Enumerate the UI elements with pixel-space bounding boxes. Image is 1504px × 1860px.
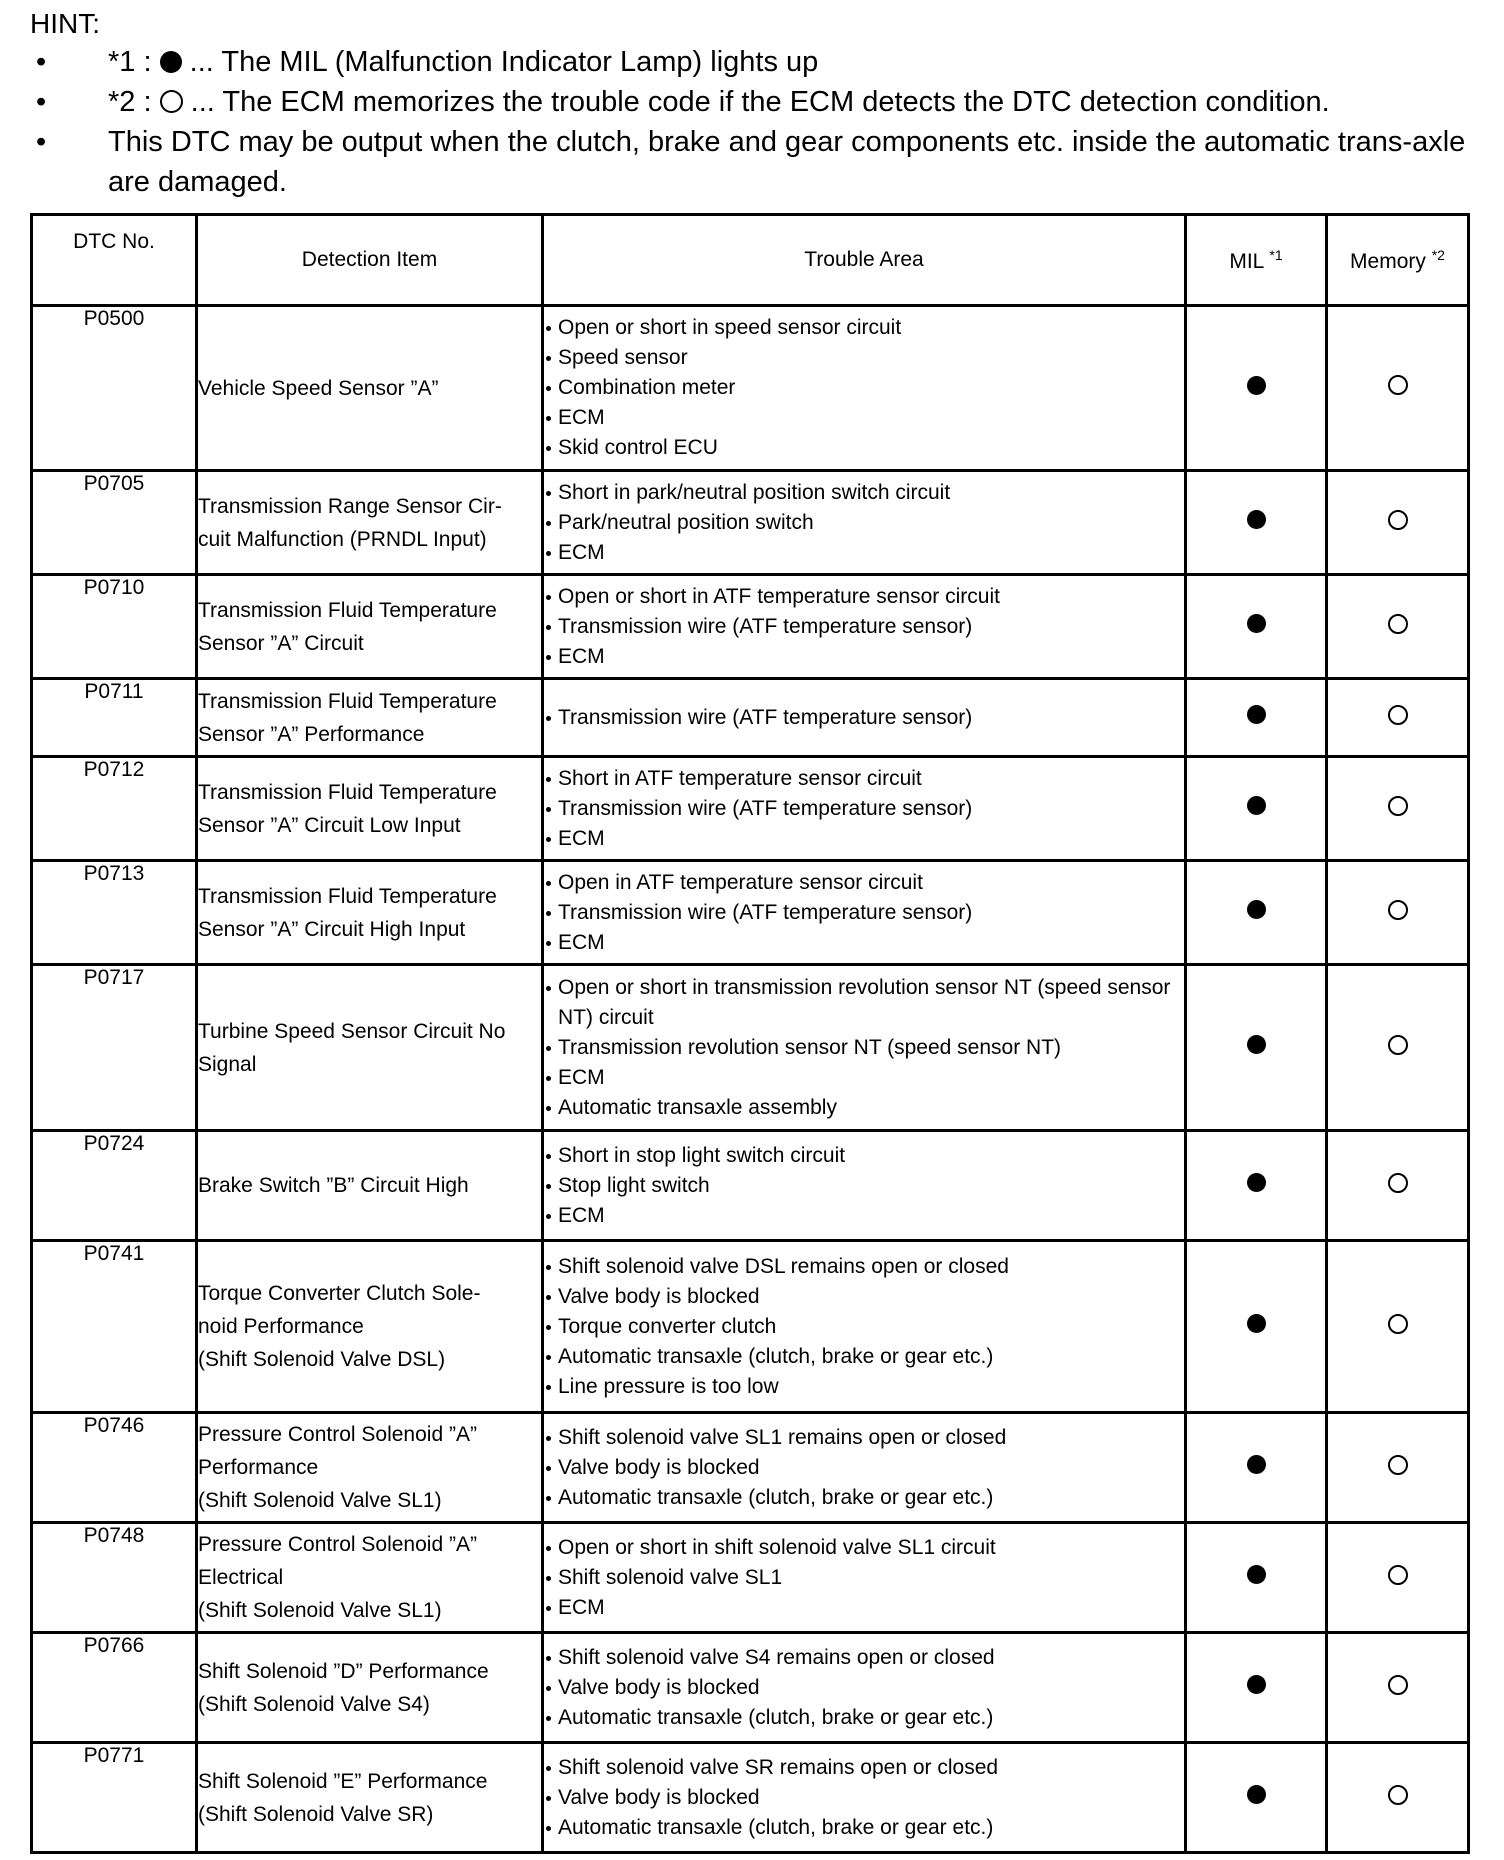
dtc-code: P0766	[32, 1633, 197, 1743]
detection-item-line: Signal	[198, 1052, 257, 1076]
table-row	[32, 1743, 1469, 1853]
filled-circle-icon	[1247, 900, 1266, 919]
detection-item-line: Sensor ”A” Circuit High Input	[198, 917, 466, 941]
memory-cell	[1327, 1743, 1469, 1853]
mil-cell	[1186, 1743, 1327, 1853]
trouble-area-item: Automatic transaxle (clutch, brake or gear etc.)	[544, 1813, 1184, 1843]
open-circle-icon	[1388, 510, 1408, 530]
trouble-area-item: Automatic transaxle (clutch, brake or gear etc.)	[544, 1342, 1184, 1372]
detection-item-line: (Shift Solenoid Valve S4)	[198, 1692, 430, 1716]
memory-cell	[1327, 757, 1469, 861]
detection-item	[197, 861, 543, 965]
trouble-area-item: ECM	[544, 824, 1184, 854]
detection-item-line: Sensor ”A” Circuit Low Input	[198, 813, 461, 837]
open-circle-icon	[1388, 1565, 1408, 1585]
memory-cell	[1327, 861, 1469, 965]
detection-item-line: Shift Solenoid ”E” Performance	[198, 1769, 488, 1793]
detection-item-line: (Shift Solenoid Valve SL1)	[198, 1489, 442, 1512]
filled-circle-icon	[1247, 1455, 1266, 1474]
mil-cell	[1186, 1413, 1327, 1523]
dtc-code: P0710	[32, 575, 197, 679]
detection-item-line: Transmission Range Sensor Cir-	[198, 494, 502, 518]
hint-marker: *2 :	[108, 86, 152, 118]
detection-item-line: Electrical	[198, 1566, 284, 1589]
mil-cell	[1186, 679, 1327, 757]
trouble-area-item: Speed sensor	[544, 343, 1184, 373]
dtc-code: P0771	[32, 1743, 197, 1853]
memory-cell	[1327, 1131, 1469, 1241]
mil-cell	[1186, 306, 1327, 471]
detection-item	[197, 1413, 543, 1523]
table-row	[32, 679, 1469, 757]
hint-section	[30, 6, 1480, 202]
memory-cell	[1327, 1241, 1469, 1413]
trouble-area-item: ECM	[544, 1063, 1184, 1093]
trouble-area-item: Open or short in ATF temperature sensor circuit	[544, 582, 1184, 612]
trouble-area-item: Combination meter	[544, 373, 1184, 403]
header-memory: Memory $^{*2}$	[1327, 215, 1469, 306]
hint-text: ... The ECM memorizes the trouble code if the ECM detects the DTC detection condition.	[190, 86, 1330, 118]
table-row	[32, 1633, 1469, 1743]
detection-item-line: Vehicle Speed Sensor ”A”	[198, 376, 439, 400]
trouble-area-item: Short in stop light switch circuit	[544, 1141, 1184, 1171]
bullet-icon: •	[36, 86, 47, 118]
trouble-area-item: ECM	[544, 642, 1184, 672]
memory-cell	[1327, 1633, 1469, 1743]
dtc-code: P0741	[32, 1241, 197, 1413]
trouble-area	[543, 306, 1186, 471]
memory-cell	[1327, 679, 1469, 757]
detection-item	[197, 1523, 543, 1633]
filled-circle-icon	[1247, 1314, 1266, 1333]
hint-text: This DTC may be output when the clutch, brake and gear components etc. inside the automatic trans-axle are damaged.	[108, 126, 1466, 198]
dtc-code: P0748	[32, 1523, 197, 1633]
memory-cell	[1327, 965, 1469, 1131]
filled-circle-icon	[1247, 1173, 1266, 1192]
filled-circle-icon	[1247, 614, 1266, 633]
dtc-code: P0712	[32, 757, 197, 861]
detection-item-line: Brake Switch ”B” Circuit High	[198, 1174, 469, 1197]
detection-item	[197, 679, 543, 757]
memory-cell	[1327, 471, 1469, 575]
dtc-code: P0713	[32, 861, 197, 965]
open-circle-icon	[1388, 705, 1408, 725]
mil-cell	[1186, 1131, 1327, 1241]
trouble-area	[543, 1523, 1186, 1633]
trouble-area-item: Stop light switch	[544, 1171, 1184, 1201]
trouble-area	[543, 757, 1186, 861]
hint-bullet-mil	[30, 42, 1480, 82]
dtc-code: P0746	[32, 1413, 197, 1523]
table-row	[32, 861, 1469, 965]
trouble-area-item: Short in ATF temperature sensor circuit	[544, 764, 1184, 794]
detection-item-line: cuit Malfunction (PRNDL Input)	[198, 527, 487, 551]
trouble-area-item: Shift solenoid valve SL1 remains open or closed	[544, 1423, 1184, 1453]
memory-cell	[1327, 306, 1469, 471]
trouble-area	[543, 1633, 1186, 1743]
trouble-area-item: Shift solenoid valve SR remains open or closed	[544, 1753, 1184, 1783]
detection-item-line: Pressure Control Solenoid ”A”	[198, 1423, 477, 1446]
detection-item-line: Transmission Fluid Temperature	[198, 689, 497, 713]
trouble-area-item: Shift solenoid valve DSL remains open or closed	[544, 1252, 1184, 1282]
open-circle-icon	[160, 90, 183, 113]
trouble-area-item: ECM	[544, 403, 1184, 433]
trouble-area-item: Torque converter clutch	[544, 1312, 1184, 1342]
mil-cell	[1186, 471, 1327, 575]
hint-text: ... The MIL (Malfunction Indicator Lamp) lights up	[189, 46, 819, 78]
detection-item	[197, 1241, 543, 1413]
table-row	[32, 757, 1469, 861]
table-row	[32, 575, 1469, 679]
detection-item-line: Sensor ”A” Performance	[198, 722, 425, 746]
memory-cell	[1327, 1413, 1469, 1523]
filled-circle-icon	[160, 51, 182, 73]
detection-item	[197, 306, 543, 471]
trouble-area	[543, 965, 1186, 1131]
open-circle-icon	[1388, 796, 1408, 816]
trouble-area	[543, 1241, 1186, 1413]
detection-item-line: Transmission Fluid Temperature	[198, 780, 497, 804]
open-circle-icon	[1388, 375, 1408, 395]
trouble-area	[543, 1743, 1186, 1853]
dtc-code: P0711	[32, 679, 197, 757]
dtc-code: P0724	[32, 1131, 197, 1241]
detection-item	[197, 575, 543, 679]
memory-cell	[1327, 575, 1469, 679]
memory-cell	[1327, 1523, 1469, 1633]
detection-item	[197, 965, 543, 1131]
detection-item-line: Turbine Speed Sensor Circuit No	[198, 1019, 506, 1043]
detection-item-line: (Shift Solenoid Valve SR)	[198, 1802, 434, 1826]
dtc-code: P0705	[32, 471, 197, 575]
trouble-area-item: ECM	[544, 1201, 1184, 1231]
mil-cell	[1186, 1523, 1327, 1633]
filled-circle-icon	[1247, 1565, 1266, 1584]
header-dtc-no: DTC No.	[32, 215, 197, 306]
trouble-area-item: Park/neutral position switch	[544, 508, 1184, 538]
detection-item-line: noid Performance	[198, 1315, 364, 1338]
open-circle-icon	[1388, 1035, 1408, 1055]
mil-cell	[1186, 1241, 1327, 1413]
trouble-area-item: Open or short in speed sensor circuit	[544, 313, 1184, 343]
mil-cell	[1186, 861, 1327, 965]
dtc-code: P0717	[32, 965, 197, 1131]
table-row	[32, 965, 1469, 1131]
filled-circle-icon	[1247, 510, 1266, 529]
table-row	[32, 1241, 1469, 1413]
detection-item-line: Transmission Fluid Temperature	[198, 598, 497, 622]
hint-bullet-damage	[30, 122, 1480, 202]
table-row	[32, 306, 1469, 471]
dtc-code: P0500	[32, 306, 197, 471]
detection-item	[197, 757, 543, 861]
trouble-area-item: Automatic transaxle assembly	[544, 1093, 1184, 1123]
trouble-area-item: Valve body is blocked	[544, 1453, 1184, 1483]
filled-circle-icon	[1247, 376, 1266, 395]
detection-item-line: Performance	[198, 1456, 319, 1479]
detection-item-line: (Shift Solenoid Valve DSL)	[198, 1348, 446, 1371]
filled-circle-icon	[1247, 1785, 1266, 1804]
open-circle-icon	[1388, 1455, 1408, 1475]
trouble-area-item: Transmission wire (ATF temperature sensor)	[544, 794, 1184, 824]
header-detection-item: Detection Item	[197, 215, 543, 306]
dtc-table	[30, 213, 1470, 1854]
mil-cell	[1186, 965, 1327, 1131]
detection-item-line: Sensor ”A” Circuit	[198, 631, 364, 655]
table-row	[32, 471, 1469, 575]
open-circle-icon	[1388, 1173, 1408, 1193]
trouble-area-item: Valve body is blocked	[544, 1673, 1184, 1703]
mil-cell	[1186, 757, 1327, 861]
detection-item	[197, 1633, 543, 1743]
mil-cell	[1186, 1633, 1327, 1743]
trouble-area	[543, 861, 1186, 965]
trouble-area-item: ECM	[544, 538, 1184, 568]
detection-item	[197, 471, 543, 575]
open-circle-icon	[1388, 1314, 1408, 1334]
open-circle-icon	[1388, 900, 1408, 920]
open-circle-icon	[1388, 1785, 1408, 1805]
table-header-row	[32, 215, 1469, 306]
trouble-area-item: Open in ATF temperature sensor circuit	[544, 868, 1184, 898]
hint-title: HINT:	[30, 8, 100, 39]
bullet-icon: •	[36, 46, 47, 78]
trouble-area-item: Automatic transaxle (clutch, brake or gear etc.)	[544, 1483, 1184, 1513]
detection-item-line: Torque Converter Clutch Sole-	[198, 1282, 481, 1305]
header-trouble-area: Trouble Area	[543, 215, 1186, 306]
trouble-area-item: Transmission wire (ATF temperature sensor)	[544, 612, 1184, 642]
trouble-area-item: Open or short in transmission revolution sensor NT (speed sensor NT) circuit	[544, 973, 1184, 1033]
detection-item-line: (Shift Solenoid Valve SL1)	[198, 1599, 442, 1622]
trouble-area-item: Transmission revolution sensor NT (speed sensor NT)	[544, 1033, 1184, 1063]
detection-item-line: Shift Solenoid ”D” Performance	[198, 1659, 489, 1683]
table-row	[32, 1131, 1469, 1241]
filled-circle-icon	[1247, 1675, 1266, 1694]
hint-marker: *1 :	[108, 46, 152, 78]
trouble-area-item: ECM	[544, 928, 1184, 958]
trouble-area-item: Open or short in shift solenoid valve SL1 circuit	[544, 1533, 1184, 1563]
detection-item	[197, 1131, 543, 1241]
bullet-icon: •	[36, 126, 47, 158]
detection-item-line: Transmission Fluid Temperature	[198, 884, 497, 908]
table-row	[32, 1523, 1469, 1633]
trouble-area-item: Shift solenoid valve S4 remains open or closed	[544, 1643, 1184, 1673]
trouble-area	[543, 575, 1186, 679]
filled-circle-icon	[1247, 796, 1266, 815]
header-mil: MIL $^{*1}$	[1186, 215, 1327, 306]
trouble-area-item: Valve body is blocked	[544, 1783, 1184, 1813]
trouble-area	[543, 471, 1186, 575]
filled-circle-icon	[1247, 1035, 1266, 1054]
hint-bullet-memory	[30, 82, 1480, 122]
trouble-area-item: Short in park/neutral position switch circuit	[544, 478, 1184, 508]
trouble-area-item: ECM	[544, 1593, 1184, 1623]
open-circle-icon	[1388, 1675, 1408, 1695]
trouble-area-item: Automatic transaxle (clutch, brake or gear etc.)	[544, 1703, 1184, 1733]
trouble-area	[543, 1131, 1186, 1241]
table-row	[32, 1413, 1469, 1523]
trouble-area-item: Valve body is blocked	[544, 1282, 1184, 1312]
trouble-area-item: Shift solenoid valve SL1	[544, 1563, 1184, 1593]
trouble-area-item: Transmission wire (ATF temperature sensor)	[544, 898, 1184, 928]
detection-item	[197, 1743, 543, 1853]
trouble-area	[543, 679, 1186, 757]
trouble-area-item: Transmission wire (ATF temperature sensor)	[544, 703, 1184, 733]
trouble-area	[543, 1413, 1186, 1523]
filled-circle-icon	[1247, 705, 1266, 724]
mil-cell	[1186, 575, 1327, 679]
open-circle-icon	[1388, 614, 1408, 634]
trouble-area-item: Skid control ECU	[544, 433, 1184, 463]
trouble-area-item: Line pressure is too low	[544, 1372, 1184, 1402]
detection-item-line: Pressure Control Solenoid ”A”	[198, 1533, 477, 1556]
